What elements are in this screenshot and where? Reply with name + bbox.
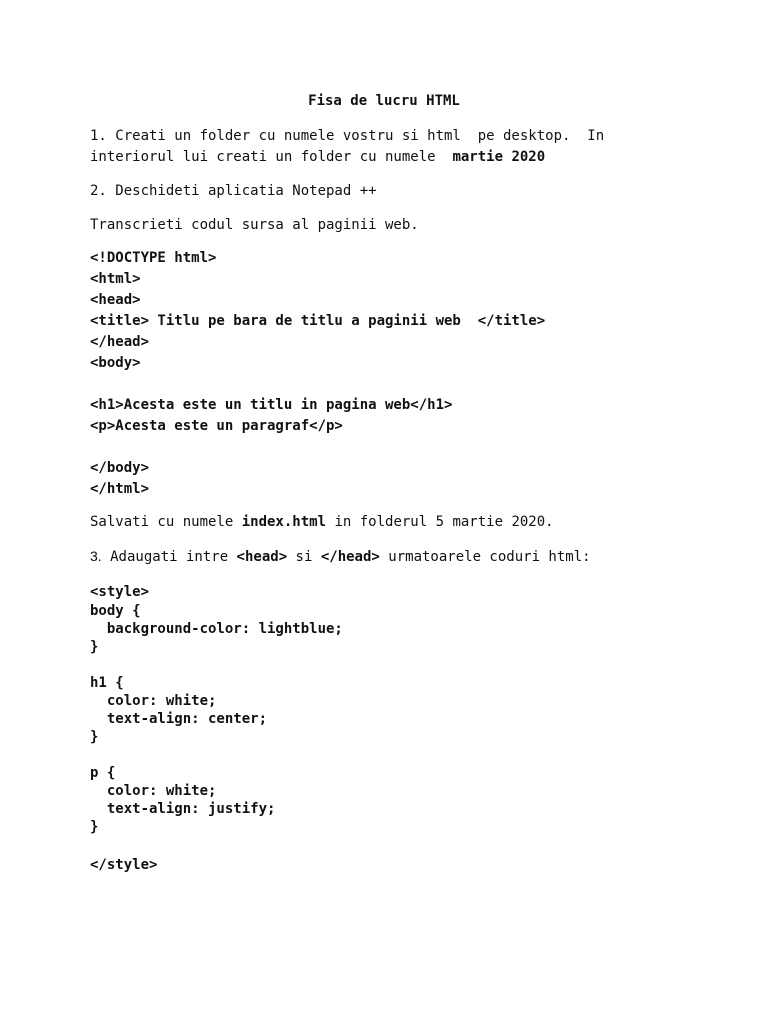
css-line: text-align: justify; bbox=[90, 801, 276, 817]
save-filename: index.html bbox=[241, 514, 327, 530]
css-line: } bbox=[90, 639, 99, 655]
code-line: </body> bbox=[90, 460, 150, 476]
save-text-pre: Salvati cu numele bbox=[90, 514, 242, 530]
code-line: <p>Acesta este un paragraf</p> bbox=[90, 418, 343, 434]
css-line: body { bbox=[90, 603, 141, 619]
css-line: p { bbox=[90, 765, 116, 781]
code-line: <body> bbox=[90, 355, 141, 371]
head-open-tag: <head> bbox=[236, 549, 288, 565]
save-instruction bbox=[90, 513, 554, 531]
css-line: color: white; bbox=[90, 783, 217, 799]
step3-text-pre: Adaugati intre bbox=[101, 549, 237, 565]
step3-text bbox=[90, 547, 591, 566]
folder-name: martie 2020 bbox=[452, 149, 546, 165]
css-line: text-align: center; bbox=[90, 711, 268, 727]
code-line: </html> bbox=[90, 481, 150, 497]
code-line: <html> bbox=[90, 271, 141, 287]
code-line: </head> bbox=[90, 334, 150, 350]
code-line: <!DOCTYPE html> bbox=[90, 250, 217, 266]
css-line: </style> bbox=[90, 857, 158, 873]
step1-line2-text: interiorul lui creati un folder cu numele bbox=[90, 149, 453, 165]
code-line: <head> bbox=[90, 292, 141, 308]
save-text-post: in folderul 5 martie 2020. bbox=[326, 514, 554, 530]
code-line: <title> Titlu pe bara de titlu a paginii web </title> bbox=[90, 313, 546, 329]
transcribe-instruction: Transcrieti codul sursa al paginii web. bbox=[90, 217, 419, 233]
css-line: } bbox=[90, 729, 99, 745]
code-line: <h1>Acesta este un titlu in pagina web</h1> bbox=[90, 397, 453, 413]
head-close-tag: </head> bbox=[320, 549, 380, 565]
css-line: h1 { bbox=[90, 675, 124, 691]
step2-text: 2. Deschideti aplicatia Notepad ++ bbox=[90, 183, 377, 199]
document-title: Fisa de lucru HTML bbox=[308, 93, 460, 109]
css-line: <style> bbox=[90, 584, 150, 600]
step3-text-mid: si bbox=[287, 549, 321, 565]
step1-line1: 1. Creati un folder cu numele vostru si html pe desktop. In bbox=[90, 128, 605, 144]
css-line: } bbox=[90, 819, 99, 835]
step3-number: 3. bbox=[90, 548, 102, 564]
css-line: color: white; bbox=[90, 693, 217, 709]
step3-text-post: urmatoarele coduri html: bbox=[379, 549, 591, 565]
css-line: background-color: lightblue; bbox=[90, 621, 343, 637]
step1-line2 bbox=[90, 148, 545, 166]
